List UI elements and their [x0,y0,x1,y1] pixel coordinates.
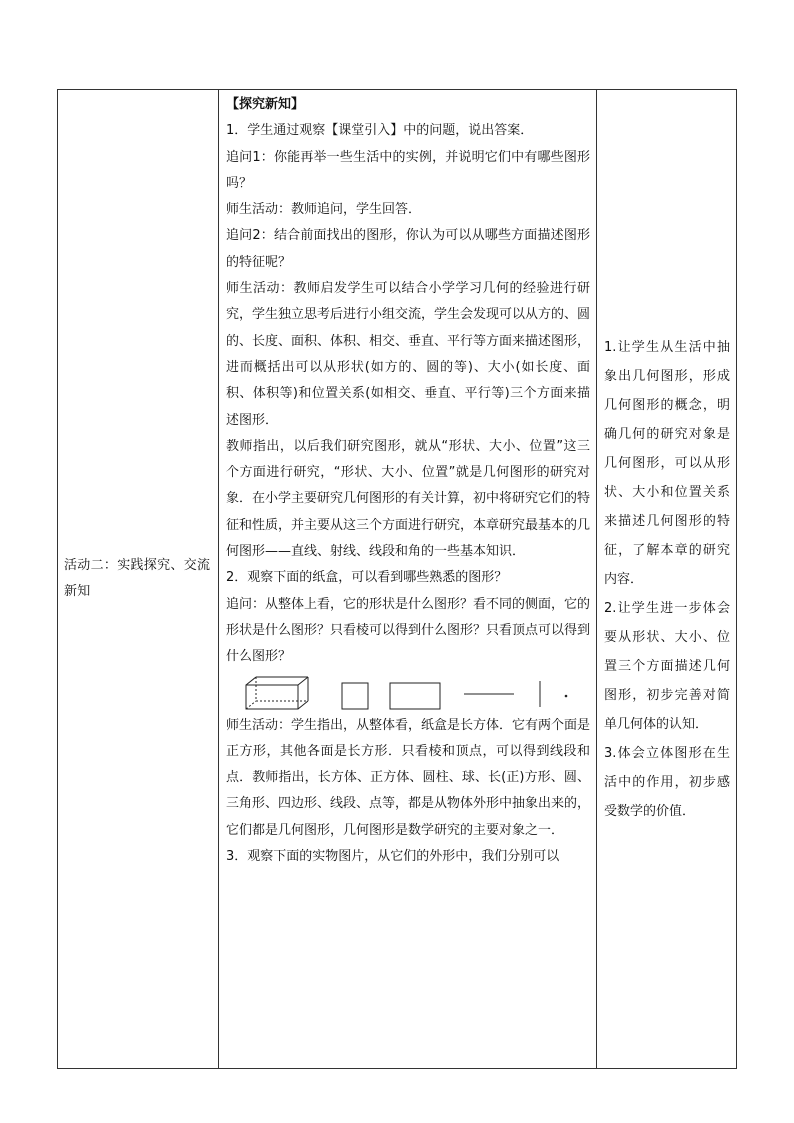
figures-row [226,671,590,713]
square-figure [342,683,368,709]
shapes-figure [244,675,584,711]
aim-3: 3.体会立体图形在生活中的作用，初步感受数学的价值． [604,745,730,819]
activity-label: 活动二：实践探究、交流新知 [64,558,211,599]
activity-note-3: 师生活动：学生指出，从整体看，纸盒是长方体．它有两个面是正方形，其他各面是长方形．只看棱和顶点，可以得到线段和点．教师指出，长方体、正方体、圆柱、球、长(正)方形、圆、三角形、四边形、线段、点等，都是从物体外形中抽象出来的，它们都是几何图形，几何图形是数学研究的主要对象之一． [226,717,591,838]
cuboid-figure [246,677,308,709]
teacher-note: 教师指出，以后我们研究图形，就从“形状、大小、位置”这三个方面进行研究，“形状、大小、位置”就是几何图形的研究对象．在小学主要研究几何图形的有关计算，初中将研究它们的特征和性质，并主要从这三个方面进行研究，本章研究最基本的几何图形——直线、射线、线段和角的一些基本知识． [226,438,591,560]
section-heading: 【探究新知】 [226,97,305,112]
follow-up-question-3: 追问：从整体上看，它的形状是什么图形？看不同的侧面，它的形状是什么图形？只看棱可以得到什么图形？只看顶点可以得到什么图形？ [226,596,591,665]
rectangle-figure [390,683,440,709]
content-cell [218,90,596,1068]
activity-note-2: 师生活动：教师启发学生可以结合小学学习几何的经验进行研究，学生独立思考后进行小组交流，学生会发现可以从方的、圆的、长度、面积、体积、相交、垂直、平行等方面来描述图形，进而概括出可以从形状(如方的、圆的等)、大小(如长度、面积、体积等)和位置关系(如相交、垂直、平行等)三个方面来描述图形． [226,281,591,428]
paragraph-3: 3．观察下面的实物图片，从它们的外形中，我们分别可以 [226,849,560,865]
aim-1: 1.让学生从生活中抽象出几何图形，形成几何图形的概念，明确几何的研究对象是几何图形，可以从形状、大小和位置关系来描述几何图形的特征，了解本章的研究内容． [604,339,730,587]
paragraph-2: 2．观察下面的纸盒，可以看到哪些熟悉的图形？ [226,570,508,586]
aims-list [604,333,730,826]
lesson-table [57,89,737,1069]
activity-cell [58,90,218,1068]
paragraph-1: 1．学生通过观察【课堂引入】中的问题，说出答案． [226,123,534,139]
point-figure [565,694,568,697]
aim-2: 2.让学生进一步体会要从形状、大小、位置三个方面描述几何图形，初步完善对简单几何体的认知． [604,600,730,732]
follow-up-question-1: 追问1：你能再举一些生活中的实例，并说明它们中有哪些图形吗？ [226,149,590,191]
activity-note-1: 师生活动：教师追问，学生回答． [226,202,422,218]
follow-up-question-2: 追问2：结合前面找出的图形，你认为可以从哪些方面描述图形的特征呢？ [226,228,590,270]
aims-cell [596,90,736,1068]
